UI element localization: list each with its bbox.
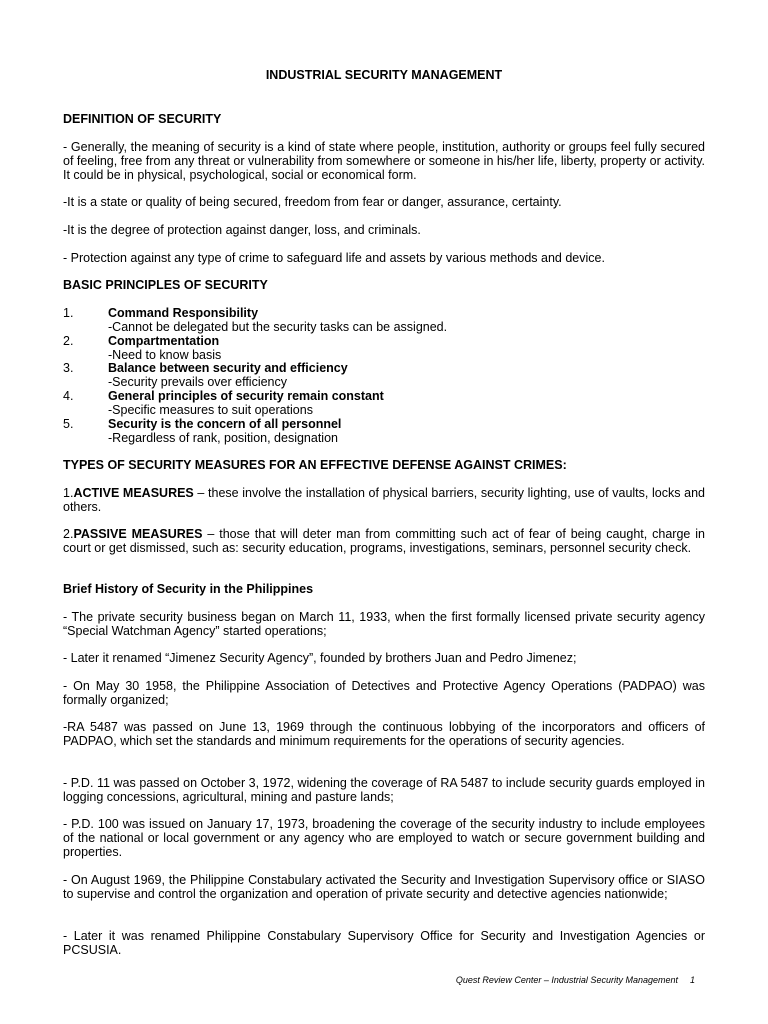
- history-paragraph: -RA 5487 was passed on June 13, 1969 through the continuous lobbying of the incorporators and officers of PADPAO, which set the standards and minimum requirements for the operations of security agencies.: [63, 720, 705, 748]
- principle-item: [63, 361, 705, 375]
- measures-heading: TYPES OF SECURITY MEASURES FOR AN EFFECTIVE DEFENSE AGAINST CRIMES:: [63, 458, 567, 472]
- principle-description-row: [63, 348, 705, 362]
- measure-text: – those that will deter man from committing such act of fear of being caught, charge in court or get dismissed, such as: security education, programs, investigations, seminars, personnel security check.: [63, 527, 706, 555]
- measure-term: PASSIVE MEASURES: [73, 527, 203, 541]
- document-title: INDUSTRIAL SECURITY MANAGEMENT: [265, 68, 503, 82]
- measure-prefix: 1.: [63, 486, 74, 500]
- measure-text: – these involve the installation of physical barriers, security lighting, use of vaults, locks and others.: [63, 486, 706, 514]
- principle-number: 4.: [63, 389, 74, 403]
- history-paragraph: - The private security business began on March 11, 1933, when the first formally licensed private security agency “Special Watchman Agency” started operations;: [63, 610, 705, 638]
- history-heading: Brief History of Security in the Philippines: [63, 582, 314, 596]
- principles-heading: BASIC PRINCIPLES OF SECURITY: [63, 278, 268, 292]
- measure-paragraph: [63, 486, 705, 514]
- principle-item: [63, 306, 705, 320]
- principle-number: 1.: [63, 306, 74, 320]
- definition-paragraph: -It is a state or quality of being secured, freedom from fear or danger, assurance, certainty.: [63, 195, 562, 209]
- principle-item: [63, 417, 705, 431]
- principle-description: -Cannot be delegated but the security tasks can be assigned.: [108, 320, 448, 334]
- definition-paragraph: - Generally, the meaning of security is a kind of state where people, institution, authority or groups feel fully secured of feeling, free from any threat or vulnerability from somewhere or someone in his/her life, liberty, property or activity. It could be in physical, psychological, social or economical form.: [63, 140, 705, 182]
- footer-text: Quest Review Center – Industrial Security Management: [455, 975, 678, 985]
- measure-prefix: 2.: [63, 527, 74, 541]
- definition-heading: DEFINITION OF SECURITY: [63, 112, 222, 126]
- principle-description: -Security prevails over efficiency: [108, 375, 288, 389]
- principle-title: Security is the concern of all personnel: [108, 417, 342, 431]
- page-number: 1: [689, 975, 695, 985]
- principle-item: [63, 334, 705, 348]
- principle-item: [63, 389, 705, 403]
- principle-number: 2.: [63, 334, 74, 348]
- definition-paragraph: -It is the degree of protection against danger, loss, and criminals.: [63, 223, 421, 237]
- history-paragraph: - Later it renamed “Jimenez Security Agency”, founded by brothers Juan and Pedro Jimenez;: [63, 651, 577, 665]
- principle-title: Compartmentation: [108, 334, 220, 348]
- page-footer: [0, 973, 695, 987]
- measure-term: ACTIVE MEASURES: [73, 486, 194, 500]
- principle-title: Command Responsibility: [108, 306, 259, 320]
- principle-description: -Specific measures to suit operations: [108, 403, 313, 417]
- principle-description-row: [63, 375, 705, 389]
- measure-paragraph: [63, 527, 705, 555]
- principle-description: -Need to know basis: [108, 348, 222, 362]
- principle-number: 3.: [63, 361, 74, 375]
- principle-title: Balance between security and efficiency: [108, 361, 348, 375]
- principle-description-row: [63, 403, 705, 417]
- history-paragraph: - On May 30 1958, the Philippine Association of Detectives and Protective Agency Operations (PADPAO) was formally organized;: [63, 679, 705, 707]
- definition-paragraph: - Protection against any type of crime to safeguard life and assets by various methods and device.: [63, 251, 605, 265]
- history-paragraph: - P.D. 100 was issued on January 17, 1973, broadening the coverage of the security industry to include employees of the national or local government or any agency who are employed to watch or secure government building and properties.: [63, 817, 705, 859]
- history-paragraph: - P.D. 11 was passed on October 3, 1972, widening the coverage of RA 5487 to include security guards employed in logging concessions, agricultural, mining and pasture lands;: [63, 776, 705, 804]
- principle-description: -Regardless of rank, position, designation: [108, 431, 338, 445]
- history-paragraph: - Later it was renamed Philippine Constabulary Supervisory Office for Security and Investigation Agencies or PCSUSIA.: [63, 929, 705, 957]
- history-paragraph: - On August 1969, the Philippine Constabulary activated the Security and Investigation Supervisory office or SIASO to supervise and control the organization and operation of private security and detective agencies nationwide;: [63, 873, 705, 901]
- principle-title: General principles of security remain constant: [108, 389, 384, 403]
- principle-description-row: [63, 320, 705, 334]
- principle-description-row: [63, 431, 705, 445]
- principle-number: 5.: [63, 417, 74, 431]
